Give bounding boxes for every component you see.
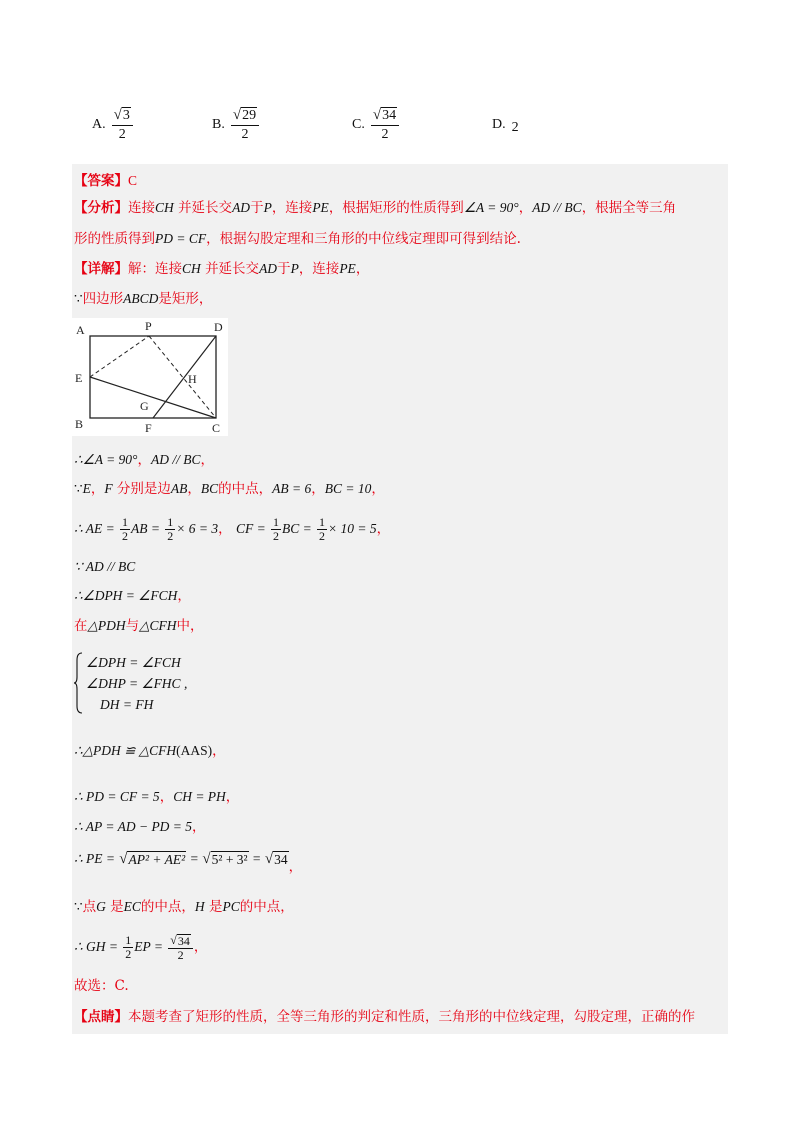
separator: ， [187, 481, 201, 497]
analysis-line-1 [74, 197, 676, 219]
segment-fd [153, 336, 216, 418]
radicand: 34 [274, 852, 288, 867]
math-expr: ∴∠DPH = ∠FCH [74, 588, 178, 603]
math-expr: BC = [281, 521, 312, 536]
label-e: E [75, 371, 83, 385]
option-b-numerator: 29 [242, 108, 257, 123]
math-ch: CH [155, 200, 174, 215]
label-g: G [140, 399, 149, 413]
analysis-text: 并延长交 [178, 200, 233, 216]
denominator: 2 [167, 529, 174, 543]
fraction-half [120, 516, 130, 543]
analysis-text: ，根据矩形的性质得到 [328, 200, 464, 216]
because-symbol: ∵ [74, 291, 83, 306]
segment-ec [90, 377, 216, 418]
math-expr: ∴ PD = CF = 5 [74, 789, 160, 804]
sqrt-expr: √ 5² + 3² [202, 851, 248, 867]
separator: ， [311, 481, 325, 497]
geometry-figure [72, 318, 228, 436]
math-expr: ∴ PE = [74, 851, 115, 866]
step-triangles [74, 615, 204, 637]
answer-line [74, 170, 137, 192]
option-c-label: C. [352, 117, 365, 132]
math-bc: BC [200, 481, 219, 496]
equals: = [190, 851, 199, 866]
answer-value: C [128, 173, 138, 188]
math-pc: PC [222, 899, 240, 914]
detail-text: 分别是边 [116, 481, 171, 497]
math-bc-10: BC = 10 [324, 481, 372, 496]
detail-text: 与 [125, 618, 140, 634]
analysis-text: 形的性质得到 [74, 231, 155, 247]
separator: ， [371, 481, 385, 497]
analysis-text: ， [518, 200, 533, 216]
answer-tag: 【答案】 [74, 173, 128, 189]
label-p: P [145, 319, 152, 333]
denominator: 2 [319, 529, 326, 543]
option-a-denominator: 2 [118, 127, 126, 142]
denominator: 2 [177, 947, 184, 962]
fraction-sqrt34-over-2: √ 34 2 [168, 934, 193, 962]
detail-text: 于 [277, 261, 291, 277]
analysis-tag: 【分析】 [74, 200, 128, 216]
condition-row: DH = FH [100, 697, 154, 712]
detail-line [74, 258, 369, 280]
option-c-numerator: 34 [382, 108, 397, 123]
option-c[interactable] [352, 100, 399, 150]
numerator: 1 [319, 515, 326, 529]
math-expr: AD // BC [150, 452, 201, 467]
detail-text: 中， [176, 618, 204, 634]
math-expr: × 6 = 3 [176, 521, 219, 536]
analysis-text: 连接 [128, 200, 155, 216]
sqrt-expr: √ 34 [264, 851, 288, 867]
separator: ， [212, 743, 226, 759]
math-triangle-pdh: △PDH [87, 618, 126, 633]
since-rectangle-line [74, 288, 212, 310]
step-ap [74, 816, 206, 838]
separator: ， [225, 789, 240, 805]
step-pd-cf [74, 786, 239, 808]
numerator: 1 [272, 515, 279, 529]
rectangle-diagram [72, 318, 228, 436]
detail-text: 的中点， [218, 481, 273, 497]
option-d[interactable] [492, 100, 519, 150]
separator: ， [137, 452, 151, 468]
option-b[interactable] [212, 100, 259, 150]
option-a-label: A. [92, 117, 106, 132]
because-symbol: ∵ [74, 481, 83, 496]
math-g: G [96, 899, 106, 914]
math-ad-parallel-bc: AD // BC [532, 200, 582, 215]
detail-text: 是 [110, 899, 124, 915]
option-d-label: D. [492, 117, 506, 132]
conclusion-line [74, 975, 129, 997]
detail-text: 的中点， [239, 899, 294, 915]
math-expr: ∴ GH = [74, 939, 118, 954]
separator: ， [90, 481, 105, 497]
detail-text: 并延长交 [205, 261, 260, 277]
segment-ep [90, 336, 149, 377]
label-a: A [76, 323, 85, 337]
math-expr: EP = [134, 939, 163, 954]
label-c: C [212, 421, 221, 435]
step-ae-cf [74, 514, 390, 544]
comment-tag: 【点睛】 [74, 1009, 128, 1025]
step-midpoints [74, 478, 385, 500]
detail-text: ， [355, 261, 370, 277]
math-pd-cf: PD = CF [155, 231, 207, 246]
math-ab: AB [170, 481, 188, 496]
math-p: P [290, 261, 299, 276]
step-pe [74, 848, 303, 875]
math-expr: ∴ AP = AD − PD = 5 [74, 819, 193, 834]
option-c-fraction: √ 34 2 [371, 107, 399, 143]
math-triangle-cfh: △CFH [139, 618, 177, 633]
left-brace-icon [74, 652, 84, 714]
denominator: 2 [122, 529, 128, 543]
math-angle-a: ∠A = 90° [463, 200, 519, 215]
detail-text: ，连接 [298, 261, 340, 277]
comment-line [74, 1006, 695, 1028]
step-parallel [74, 556, 135, 578]
detail-text: 的中点， [140, 899, 195, 915]
math-pe: PE [339, 261, 356, 276]
detail-tag: 【详解】 [74, 261, 128, 277]
numerator: 1 [125, 933, 132, 947]
separator: ， [159, 789, 174, 805]
sqrt-expr: √ AP² + AE² [119, 851, 186, 867]
analysis-line-2 [74, 228, 521, 250]
detail-text: 在 [74, 618, 88, 634]
math-ch: CH [182, 261, 201, 276]
math-ec: EC [123, 899, 141, 914]
step-angles-equal [74, 585, 191, 607]
label-b: B [75, 417, 84, 431]
condition-row: ∠DHP = ∠FHC , [86, 676, 188, 691]
math-e: E [82, 481, 91, 496]
numerator: 1 [167, 515, 174, 529]
radicand: 34 [177, 933, 190, 948]
option-d-value: 2 [511, 120, 519, 135]
fraction-half [317, 516, 327, 543]
detail-text: 解：连接 [128, 261, 182, 277]
separator: ， [200, 452, 214, 468]
rectangle-abcd [90, 336, 216, 418]
radicand: 5² + 3² [211, 852, 248, 867]
step-midline [74, 896, 294, 918]
math-expr: AB = [131, 521, 160, 536]
math-pe: PE [312, 200, 329, 215]
analysis-text: ，连接 [271, 200, 313, 216]
label-f: F [145, 421, 152, 435]
detail-text: 是 [208, 899, 223, 915]
detail-text: 四边形 [82, 291, 124, 307]
label-h: H [188, 372, 197, 386]
numerator: 1 [122, 515, 128, 529]
detail-text: 是矩形， [158, 291, 213, 307]
because-symbol: ∵ [74, 899, 83, 914]
math-ad: AD [232, 200, 251, 215]
analysis-text: 于 [250, 200, 264, 216]
option-b-label: B. [212, 117, 225, 132]
condition-row: ∠DPH = ∠FCH [86, 655, 181, 670]
analysis-text: ，根据全等三角 [581, 200, 677, 216]
math-expr: CF = [235, 521, 266, 536]
math-p: P [263, 200, 272, 215]
denominator: 2 [272, 529, 279, 543]
option-a-numerator: 3 [122, 108, 130, 123]
math-expr: CH = PH [173, 789, 226, 804]
math-abcd: ABCD [123, 291, 159, 306]
option-a[interactable] [92, 100, 133, 150]
math-ad: AD [259, 261, 278, 276]
option-b-denominator: 2 [241, 127, 249, 142]
conclusion-text: 故选：C. [74, 978, 129, 994]
math-expr: ∴△PDH ≌ △CFH [74, 743, 177, 758]
step-congruent [74, 740, 226, 762]
comment-text: 本题考查了矩形的性质，全等三角形的判定和性质，三角形的中位线定理，勾股定理，正确的作 [128, 1009, 695, 1025]
denominator: 2 [125, 947, 132, 961]
step-angle-a [74, 449, 214, 471]
separator: ， [177, 588, 191, 604]
separator: ， [218, 521, 232, 537]
math-expr: ∴ AE = [74, 521, 115, 536]
label-d: D [214, 320, 223, 334]
equals: = [252, 851, 261, 866]
option-a-fraction: √ 3 2 [112, 107, 133, 143]
math-expr: ∵ AD // BC [74, 559, 136, 574]
math-ab-6: AB = 6 [272, 481, 312, 496]
math-f: F [104, 481, 113, 496]
separator: ， [193, 939, 208, 955]
radicand: AP² + AE² [128, 852, 186, 867]
separator: ， [288, 859, 303, 875]
option-b-fraction: √ 29 2 [231, 107, 259, 143]
math-h: H [194, 899, 205, 914]
detail-text: 点 [82, 899, 97, 915]
step-gh [74, 930, 207, 964]
separator: ， [192, 819, 206, 835]
math-aas: (AAS) [176, 743, 213, 758]
separator: ， [376, 521, 391, 537]
analysis-text: ，根据勾股定理和三角形的中位线定理即可得到结论. [206, 231, 521, 247]
math-expr: × 10 = 5 [328, 521, 377, 536]
fraction-half [123, 934, 133, 961]
fraction-half [165, 516, 175, 543]
fraction-half [271, 516, 281, 543]
math-expr: ∴∠A = 90° [74, 452, 138, 467]
option-c-denominator: 2 [381, 127, 389, 142]
